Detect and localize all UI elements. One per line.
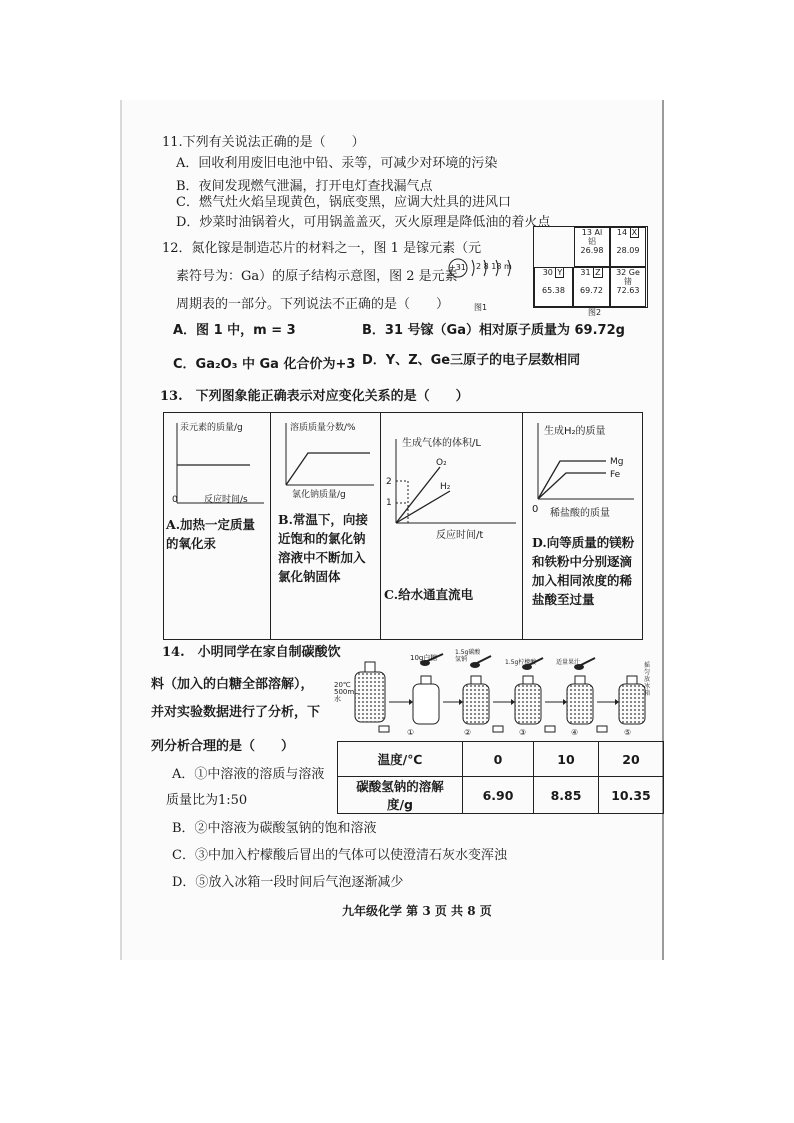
element-cell: 30 Y 65.38 — [534, 267, 573, 307]
q14-option-d: D．⑤放入冰箱一段时间后气泡逐渐减少 — [172, 875, 404, 890]
add-citric-acid-label: 1.5g柠檬酸 — [505, 659, 537, 666]
graph-a-xlabel: 反应时间/s — [204, 495, 248, 505]
q12-option-a: A．图 1 中，m = 3 — [173, 323, 296, 338]
q12-line-3: 周期表的一部分。下列说法不正确的是（ ） — [176, 297, 450, 312]
q11-option-b: B．夜间发现燃气泄漏，打开电灯查找漏气点 — [176, 179, 433, 194]
graph-a-ylabel: 汞元素的质量/g — [180, 423, 243, 433]
q13-graph-table — [163, 412, 643, 640]
graph-c-ylabel: 生成气体的体积/L — [402, 438, 481, 449]
element-cell: 32 Ge 锗 72.63 — [610, 267, 646, 307]
graph-c-tick-1: 1 — [386, 498, 392, 508]
bottle-experiment-diagram — [333, 644, 663, 738]
table-header: 20 — [599, 742, 664, 777]
graph-b-caption: B.常温下，向接近饱和的氯化钠溶液中不断加入氯化钠固体 — [278, 512, 368, 584]
q14-line-3: 并对实验数据进行了分析，下 — [151, 705, 321, 720]
element-cell: 31 Z 69.72 — [573, 267, 610, 307]
atom-nucleus-charge: +31 — [449, 263, 466, 272]
q14-line-2: 料（加入的白糖全部溶解）， — [151, 677, 314, 692]
q11-option-d: D．炒菜时油锅着火，可用锅盖盖灭，灭火原理是降低油的着火点 — [176, 215, 551, 230]
table-row — [338, 742, 664, 777]
q12-line-2: 素符号为：Ga）的原子结构示意图，图 2 是元素 — [176, 269, 458, 284]
q14-line-1: 14. 小明同学在家自制碳酸饮 — [162, 645, 341, 660]
add-sugar-label: 10g白糖 — [410, 654, 438, 662]
table-cell: 碳酸氢钠的溶解度/g — [338, 777, 463, 814]
graph-a — [164, 413, 271, 639]
graph-d-caption: D.向等质量的镁粉和铁粉中分别逐滴加入相同浓度的稀盐酸至过量 — [532, 535, 635, 607]
add-soda-label: 1.5g碳酸氢钠 — [455, 649, 481, 663]
add-juice-label: 适量果汁 — [556, 659, 581, 666]
graph-d-xlabel: 稀盐酸的质量 — [550, 508, 610, 519]
graph-d-line-fe: Fe — [610, 470, 621, 480]
atom-shell-electrons: 2 8 18 m — [476, 262, 512, 271]
q12-line-1: 12．氮化镓是制造芯片的材料之一，图 1 是镓元素（元 — [162, 241, 482, 256]
graph-c-xlabel: 反应时间/t — [436, 530, 484, 541]
solubility-table — [337, 741, 664, 814]
q14-line-4: 列分析合理的是（ ） — [151, 739, 295, 754]
q14-option-c: C．③中加入柠檬酸后冒出的气体可以使澄清石灰水变浑浊 — [172, 848, 507, 863]
table-cell: 6.90 — [463, 777, 534, 814]
graph-a-origin: 0 — [172, 495, 178, 505]
graph-b — [270, 413, 381, 639]
atom-structure-diagram — [446, 254, 516, 294]
step-5-label: ⑤ — [624, 728, 632, 737]
graph-c-tick-2: 2 — [386, 477, 392, 487]
graph-d-line-mg: Mg — [610, 457, 624, 467]
periodic-table-fragment — [533, 226, 648, 308]
q12-option-b: B．31 号镓（Ga）相对原子质量为 69.72g — [362, 323, 625, 338]
q11-option-a: A．回收利用废旧电池中铅、汞等，可减少对环境的污染 — [176, 156, 498, 171]
graph-a-caption: A.加热一定质量的氧化汞 — [166, 517, 256, 551]
step-2-label: ② — [464, 728, 472, 737]
table-row — [338, 777, 664, 814]
figure-2-label: 图2 — [588, 308, 602, 317]
q13-stem: 13. 下列图象能正确表示对应变化关系的是（ ） — [160, 389, 469, 404]
q11-option-c: C．燃气灶火焰呈现黄色，锅底变黑，应调大灶具的进风口 — [176, 195, 511, 210]
q14-option-b: B．②中溶液为碳酸氢钠的饱和溶液 — [172, 821, 377, 836]
graph-c-line-h2: H₂ — [440, 482, 451, 492]
table-header: 0 — [463, 742, 534, 777]
graph-b-ylabel: 溶质质量分数/% — [290, 423, 356, 433]
step-1-label: ① — [407, 728, 415, 737]
graph-d — [522, 413, 640, 639]
element-cell: 13 Al 铝 26.98 — [574, 227, 610, 267]
step-4-label: ④ — [571, 728, 579, 737]
step-3-label: ③ — [519, 728, 527, 737]
graph-c-plot — [380, 413, 522, 533]
table-header: 温度/℃ — [338, 742, 463, 777]
table-cell: 8.85 — [534, 777, 599, 814]
q14-option-a-line-2: 质量比为1:50 — [166, 793, 248, 808]
element-cell: 14 X 28.09 — [610, 227, 646, 267]
shake-fridge-label: 摇匀放冰箱 — [644, 662, 651, 697]
graph-c-line-o2: O₂ — [436, 458, 447, 468]
q12-option-c: C．Ga₂O₃ 中 Ga 化合价为+3 — [173, 357, 356, 372]
q12-option-d: D．Y、Z、Ge三原子的电子层数相同 — [362, 353, 581, 368]
table-cell: 10.35 — [599, 777, 664, 814]
water-label: 20℃ 500mL 水 — [334, 681, 359, 703]
table-header: 10 — [534, 742, 599, 777]
graph-d-origin: 0 — [532, 504, 539, 515]
graph-d-ylabel: 生成H₂的质量 — [544, 426, 606, 437]
graph-b-xlabel: 氯化钠质量/g — [292, 490, 346, 500]
graph-c-caption: C.给水通直流电 — [384, 587, 474, 602]
graph-c — [380, 413, 523, 639]
page-footer: 九年级化学 第 3 页 共 8 页 — [342, 904, 492, 918]
q11-stem: 11.下列有关说法正确的是（ ） — [162, 135, 365, 150]
q14-option-a-line-1: A．①中溶液的溶质与溶液 — [172, 767, 325, 782]
figure-1-label: 图1 — [474, 303, 488, 312]
